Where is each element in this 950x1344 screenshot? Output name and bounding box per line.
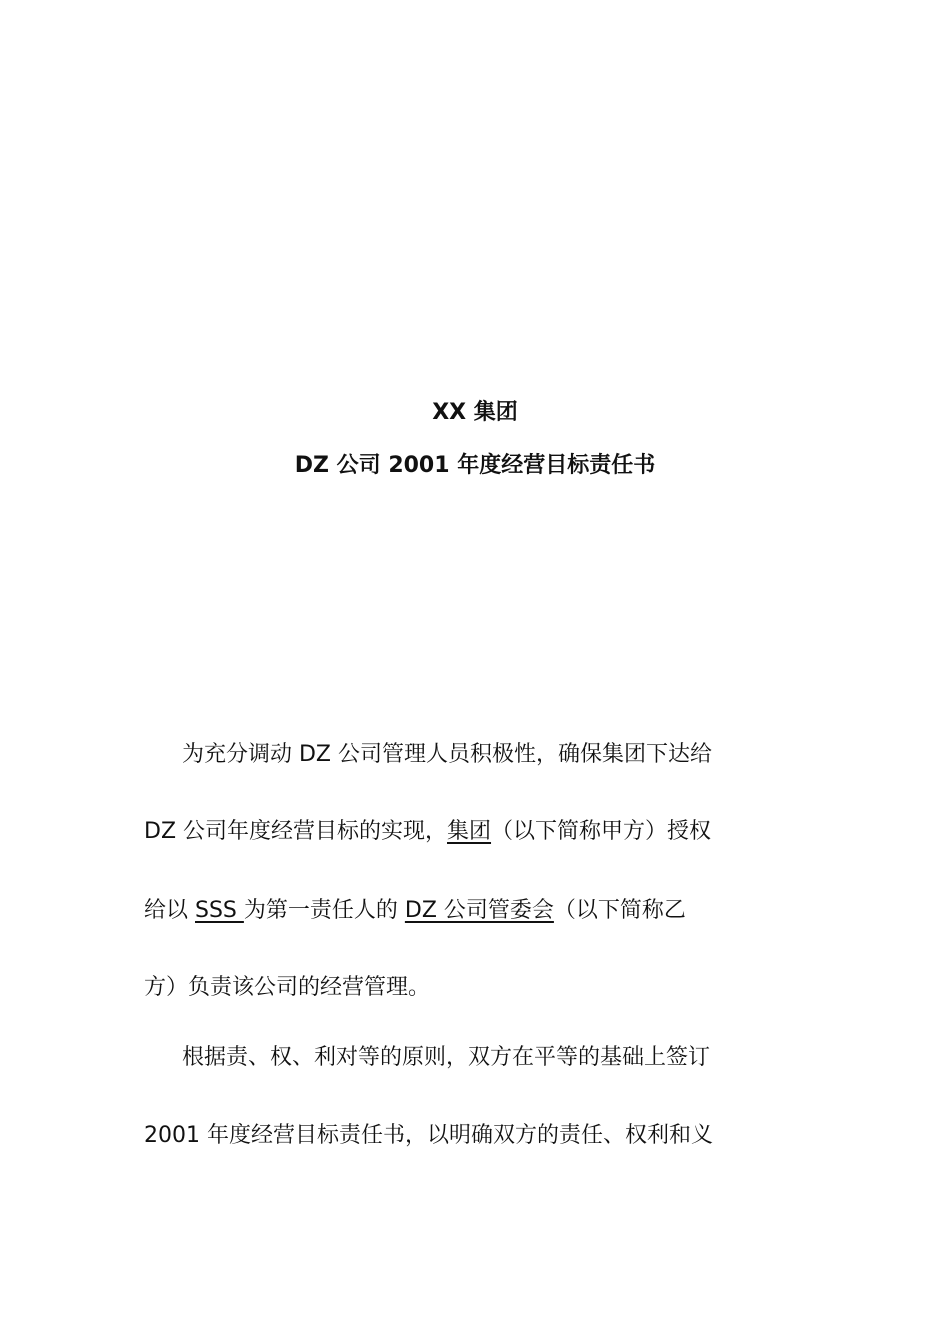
paragraph-1-line-2 xyxy=(144,817,824,847)
party-a-name: 集团 xyxy=(447,819,492,844)
text-span: （以下简称甲方）授权 xyxy=(491,819,712,844)
paragraph-2-line-2: 2001 年度经营目标责任书，以明确双方的责任、权利和义 xyxy=(144,1123,713,1148)
responsible-person-name: SSS xyxy=(195,898,244,923)
text-span: DZ 公司年度经营目标的实现， xyxy=(144,819,448,844)
document-title-group: XX 集团 xyxy=(432,400,518,425)
party-b-name: DZ 公司管委会 xyxy=(404,898,554,923)
document-title-main: DZ 公司 2001 年度经营目标责任书 xyxy=(294,453,656,478)
text-span: 给以 xyxy=(144,898,195,923)
paragraph-1-line-3 xyxy=(144,896,824,926)
paragraph-1-line-1: 为充分调动 DZ 公司管理人员积极性，确保集团下达给 xyxy=(182,742,712,767)
paragraph-1-line-4: 方）负责该公司的经营管理。 xyxy=(144,975,431,1000)
paragraph-2-line-1: 根据责、权、利对等的原则，双方在平等的基础上签订 xyxy=(182,1045,711,1070)
text-span: （以下简称乙 xyxy=(553,898,686,923)
text-span: 为第一责任人的 xyxy=(243,898,405,923)
